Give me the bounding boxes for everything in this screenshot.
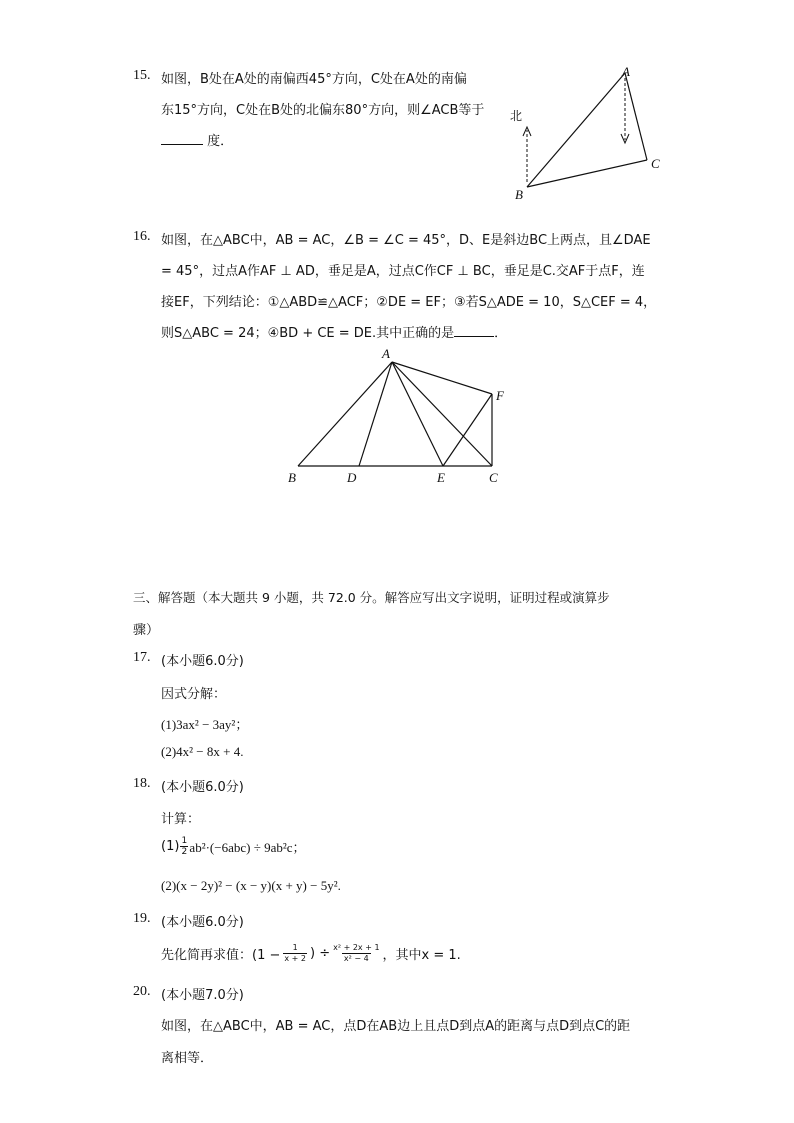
question-text-line: 离相等． — [161, 1051, 214, 1066]
sub-question: (1)3ax² − 3ay²； — [161, 717, 249, 732]
vertex-label-D: D — [347, 470, 357, 485]
vertex-label-B: B — [288, 470, 296, 485]
segment-AC — [625, 73, 647, 160]
question-number: 18. — [133, 776, 151, 791]
question-text-line: 东15°方向，C处在B处的北偏东80°方向，则∠ACB等于 — [161, 103, 485, 118]
question-text-line: 如图，在△ABC中，AB = AC，∠B = ∠C = 45°，D、E是斜边BC上两点，且∠DAE — [161, 233, 651, 248]
segment-AD — [359, 362, 392, 466]
question-text-line: 如图，B处在A处的南偏西45°方向，C处在A处的南偏 — [161, 72, 467, 87]
segment-AB — [298, 362, 392, 466]
vertex-label-E: E — [437, 470, 445, 485]
vertex-label-C: C — [651, 156, 660, 171]
question-number: 16. — [133, 229, 151, 244]
segment-AB — [527, 73, 625, 187]
question-number: 15. — [133, 68, 151, 83]
sub-question: (1) 1 2 ab²·(−6abc) ÷ 9ab²c； — [161, 836, 306, 857]
question-text-line: = 45°，过点A作AF ⊥ AD，垂足是A，过点C作CF ⊥ BC，垂足是C.交AF于点F，连 — [161, 264, 645, 279]
answer-line: 度． — [161, 130, 233, 149]
north-label: 北 — [510, 109, 523, 123]
section-title-continued: 骤） — [133, 623, 160, 638]
section-title: 三、解答题（本大题共 9 小题，共 72.0 分。解答应写出文字说明，证明过程或演算步 — [133, 590, 610, 605]
sub-question: (2)4x² − 8x + 4. — [161, 744, 244, 759]
vertex-label-B: B — [515, 187, 523, 202]
vertex-label-A: A — [622, 64, 630, 79]
question-text-line: 先化简再求值：(1 − $\frac{1}{x + 2}$ ) ÷ $\frac{\text{x² + 2x + 1}}{\text{x² − 4}}$ ，其中x = 1. — [161, 942, 461, 963]
instruction: 计算： — [161, 812, 201, 827]
sub-question: (2)(x − 2y)² − (x − y)(x + y) − 5y². — [161, 878, 341, 893]
segment-BC — [527, 160, 647, 187]
segment-EF — [443, 394, 492, 466]
score-note: (本小题7.0分) — [161, 988, 244, 1003]
fraction: 1 2 — [181, 836, 188, 857]
vertex-label-A: A — [382, 346, 390, 361]
figure-q16-triangle — [280, 340, 520, 490]
vertex-label-F: F — [496, 388, 504, 403]
figure-q15-direction-diagram — [500, 60, 680, 205]
question-text-line: 如图，在△ABC中，AB = AC，点D在AB边上且点D到点A的距离与点D到点C的距 — [161, 1019, 631, 1034]
answer-line: 则S△ABC = 24；④BD + CE = DE.其中正确的是 ． — [161, 326, 508, 341]
answer-blank — [161, 134, 203, 145]
score-note: (本小题6.0分) — [161, 780, 244, 795]
question-text-line: 接EF，下列结论：①△ABD≌△ACF；②DE = EF；③若S△ADE = 10，S△CEF = 4， — [161, 295, 657, 310]
vertex-label-C: C — [489, 470, 498, 485]
question-number: 20. — [133, 984, 151, 999]
question-number: 17. — [133, 650, 151, 665]
answer-blank — [454, 326, 494, 337]
segment-AE — [392, 362, 443, 466]
score-note: (本小题6.0分) — [161, 654, 244, 669]
fraction: $\frac{1}{x + 2}$ — [284, 942, 306, 963]
score-note: (本小题6.0分) — [161, 915, 244, 930]
question-number: 19. — [133, 911, 151, 926]
fraction: $\frac{\text{x² + 2x + 1}}{\text{x² − 4}}$ — [333, 942, 380, 963]
instruction: 因式分解： — [161, 687, 227, 702]
